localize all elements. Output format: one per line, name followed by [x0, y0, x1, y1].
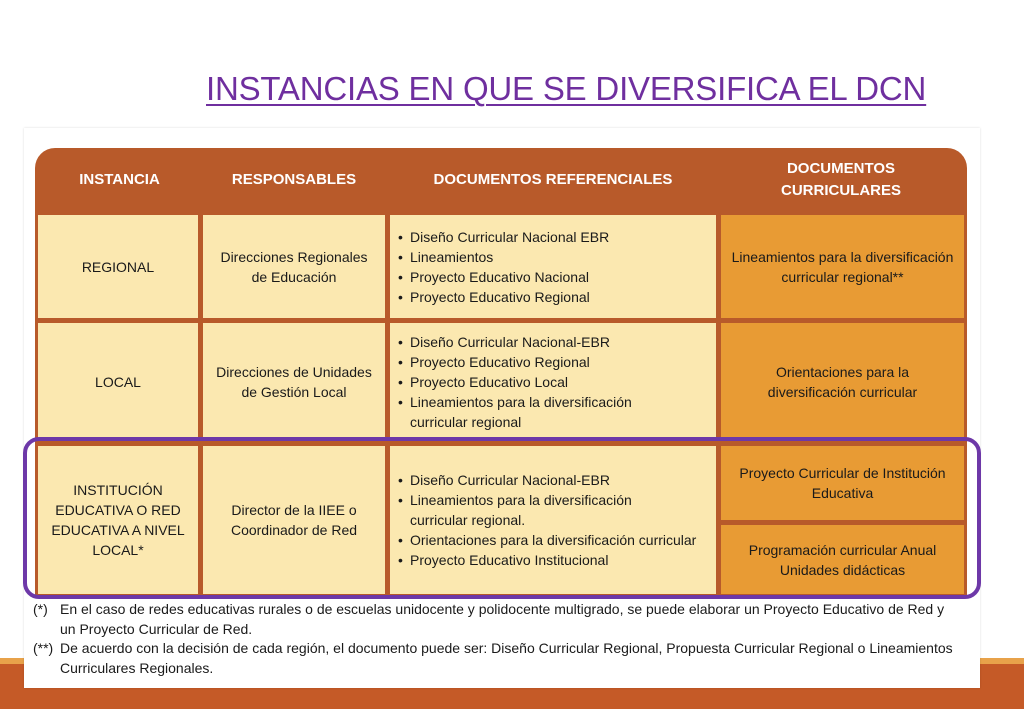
row-local-instancia: LOCAL	[38, 323, 198, 441]
footnote-text: En el caso de redes educativas rurales o de escuelas unidocente y polidocente multigrado, se puede elaborar un Proyecto Educativo de Red y un Proyecto Curricular de Red.	[60, 601, 945, 637]
header-instancia: INSTANCIA	[79, 171, 160, 188]
row-local-referenciales	[390, 323, 716, 441]
footnote-1	[33, 600, 963, 639]
list-item: • Lineamientos	[398, 247, 609, 267]
list-item: • Lineamientos para la diversificación curricular regional	[398, 392, 663, 432]
header-documentos-referenciales: DOCUMENTOS REFERENCIALES	[433, 171, 673, 188]
page-title: INSTANCIAS EN QUE SE DIVERSIFICA EL DCN	[206, 70, 927, 107]
header-responsables: RESPONSABLES	[231, 171, 357, 188]
list-item: • Proyecto Educativo Nacional	[398, 267, 609, 287]
row-institucion-responsables: Director de la IIEE o Coordinador de Red	[203, 446, 385, 594]
list-item: • Orientaciones para la diversificación curricular	[398, 530, 696, 550]
band-accent-right	[980, 658, 1024, 664]
list-item: • Proyecto Educativo Regional	[398, 287, 609, 307]
footnote-text: De acuerdo con la decisión de cada región, el documento puede ser: Diseño Curricular Regional, Propuesta Curricular Regional o Lineamientos Curriculares Regionales.	[60, 640, 953, 676]
list-item: • Diseño Curricular Nacional-EBR	[398, 470, 696, 490]
row-regional-instancia: REGIONAL	[38, 215, 198, 318]
row-institucion-instancia: INSTITUCIÓN EDUCATIVA O RED EDUCATIVA A NIVEL LOCAL*	[38, 446, 198, 594]
row-regional-responsables: Direcciones Regionales de Educación	[203, 215, 385, 318]
row-regional-curriculares: Lineamientos para la diversificación curricular regional**	[721, 215, 964, 318]
list-item: • Diseño Curricular Nacional-EBR	[398, 332, 663, 352]
footnote-marker: (*)	[33, 601, 48, 617]
row-institucion-curriculares-2: Programación curricular Anual Unidades didácticas	[721, 525, 964, 594]
row-local-curriculares: Orientaciones para la diversificación curricular	[721, 323, 964, 441]
list-item: • Proyecto Educativo Regional	[398, 352, 663, 372]
footnote-marker: (**)	[33, 640, 54, 656]
header-documentos-curriculares: DOCUMENTOS CURRICULARES	[781, 160, 901, 199]
footnotes	[33, 600, 963, 678]
band-accent-left	[0, 658, 26, 664]
row-regional-referenciales	[390, 215, 716, 318]
row-institucion-curriculares-1: Proyecto Curricular de Institución Educativa	[721, 446, 964, 520]
list-item: • Proyecto Educativo Local	[398, 372, 663, 392]
list-item: • Diseño Curricular Nacional EBR	[398, 227, 609, 247]
footnote-2	[33, 639, 963, 678]
list-item: • Proyecto Educativo Institucional	[398, 550, 696, 570]
list-item: • Lineamientos para la diversificación curricular regional.	[398, 490, 650, 530]
highlight-box	[23, 437, 981, 599]
row-local-responsables: Direcciones de Unidades de Gestión Local	[203, 323, 385, 441]
